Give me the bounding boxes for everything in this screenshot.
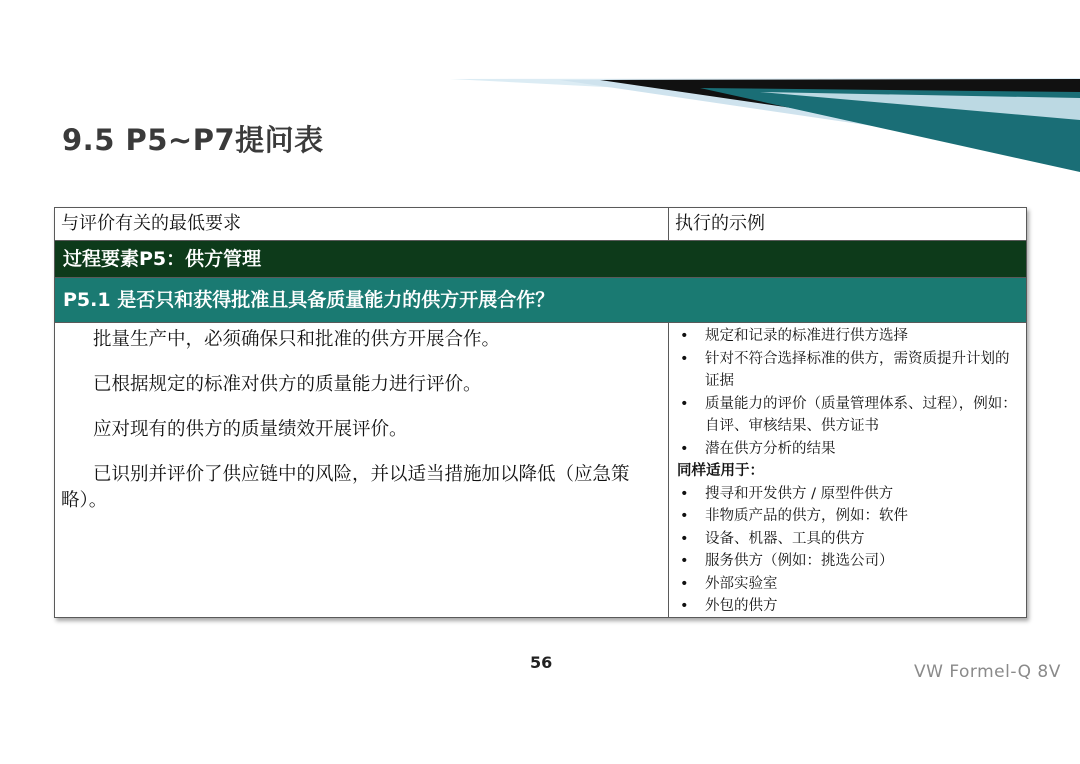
requirement-item: 已根据规定的标准对供方的质量能力进行评价。 — [93, 374, 482, 395]
header-examples: 执行的示例 — [675, 213, 765, 234]
apply-item: • 服务供方（例如：挑选公司） — [677, 550, 1022, 573]
requirements-table — [54, 207, 1027, 618]
apply-item: • 外部实验室 — [677, 573, 1022, 596]
bullet-icon: • — [680, 508, 689, 524]
examples-cell — [669, 323, 1026, 617]
process-element-row: 过程要素P5：供方管理 — [55, 241, 1026, 278]
examples-list — [677, 325, 1022, 460]
bullet-icon: • — [680, 395, 689, 412]
also-applies-list — [677, 483, 1022, 618]
page-number: 56 — [530, 653, 553, 672]
apply-item: • 搜寻和开发供方 / 原型件供方 — [677, 483, 1022, 506]
requirement-item: 已识别并评价了供应链中的风险，并以适当措施加以降低（应急策略）。 — [61, 464, 630, 511]
bullet-icon: • — [680, 350, 689, 367]
bullet-icon: • — [680, 485, 689, 502]
example-item: • 潜在供方分析的结果 — [677, 438, 1022, 461]
header-min-requirements: 与评价有关的最低要求 — [55, 208, 669, 240]
requirement-item: 批量生产中，必须确保只和批准的供方开展合作。 — [93, 329, 501, 350]
requirements-cell — [55, 323, 669, 617]
bullet-icon: • — [680, 575, 689, 592]
requirement-item: 应对现有的供方的质量绩效开展评价。 — [93, 419, 408, 440]
also-applies-heading: 同样适用于： — [677, 463, 764, 479]
apply-item: • 设备、机器、工具的供方 — [677, 528, 1022, 551]
apply-item: • 非物质产品的供方，例如：软件 — [677, 505, 1022, 528]
bullet-icon: • — [680, 530, 689, 547]
brand-footer: VW Formel-Q 8V — [914, 662, 1061, 682]
table-body-row — [55, 323, 1026, 617]
example-item: • 针对不符合选择标准的供方，需资质提升计划的证据 — [677, 348, 1022, 393]
slide-title: 9.5 P5~P7提问表 — [62, 123, 324, 157]
question-row: P5.1 是否只和获得批准且具备质量能力的供方开展合作？ — [55, 278, 1026, 323]
example-item: • 规定和记录的标准进行供方选择 — [677, 325, 1022, 348]
bullet-icon: • — [680, 328, 689, 344]
bullet-icon: • — [680, 553, 689, 569]
apply-item: • 外包的供方 — [677, 595, 1022, 618]
bullet-icon: • — [680, 598, 689, 614]
example-item: • 质量能力的评价（质量管理体系、过程），例如：自评、审核结果、供方证书 — [677, 393, 1022, 438]
bullet-icon: • — [680, 440, 689, 457]
table-header-row — [55, 208, 1026, 241]
